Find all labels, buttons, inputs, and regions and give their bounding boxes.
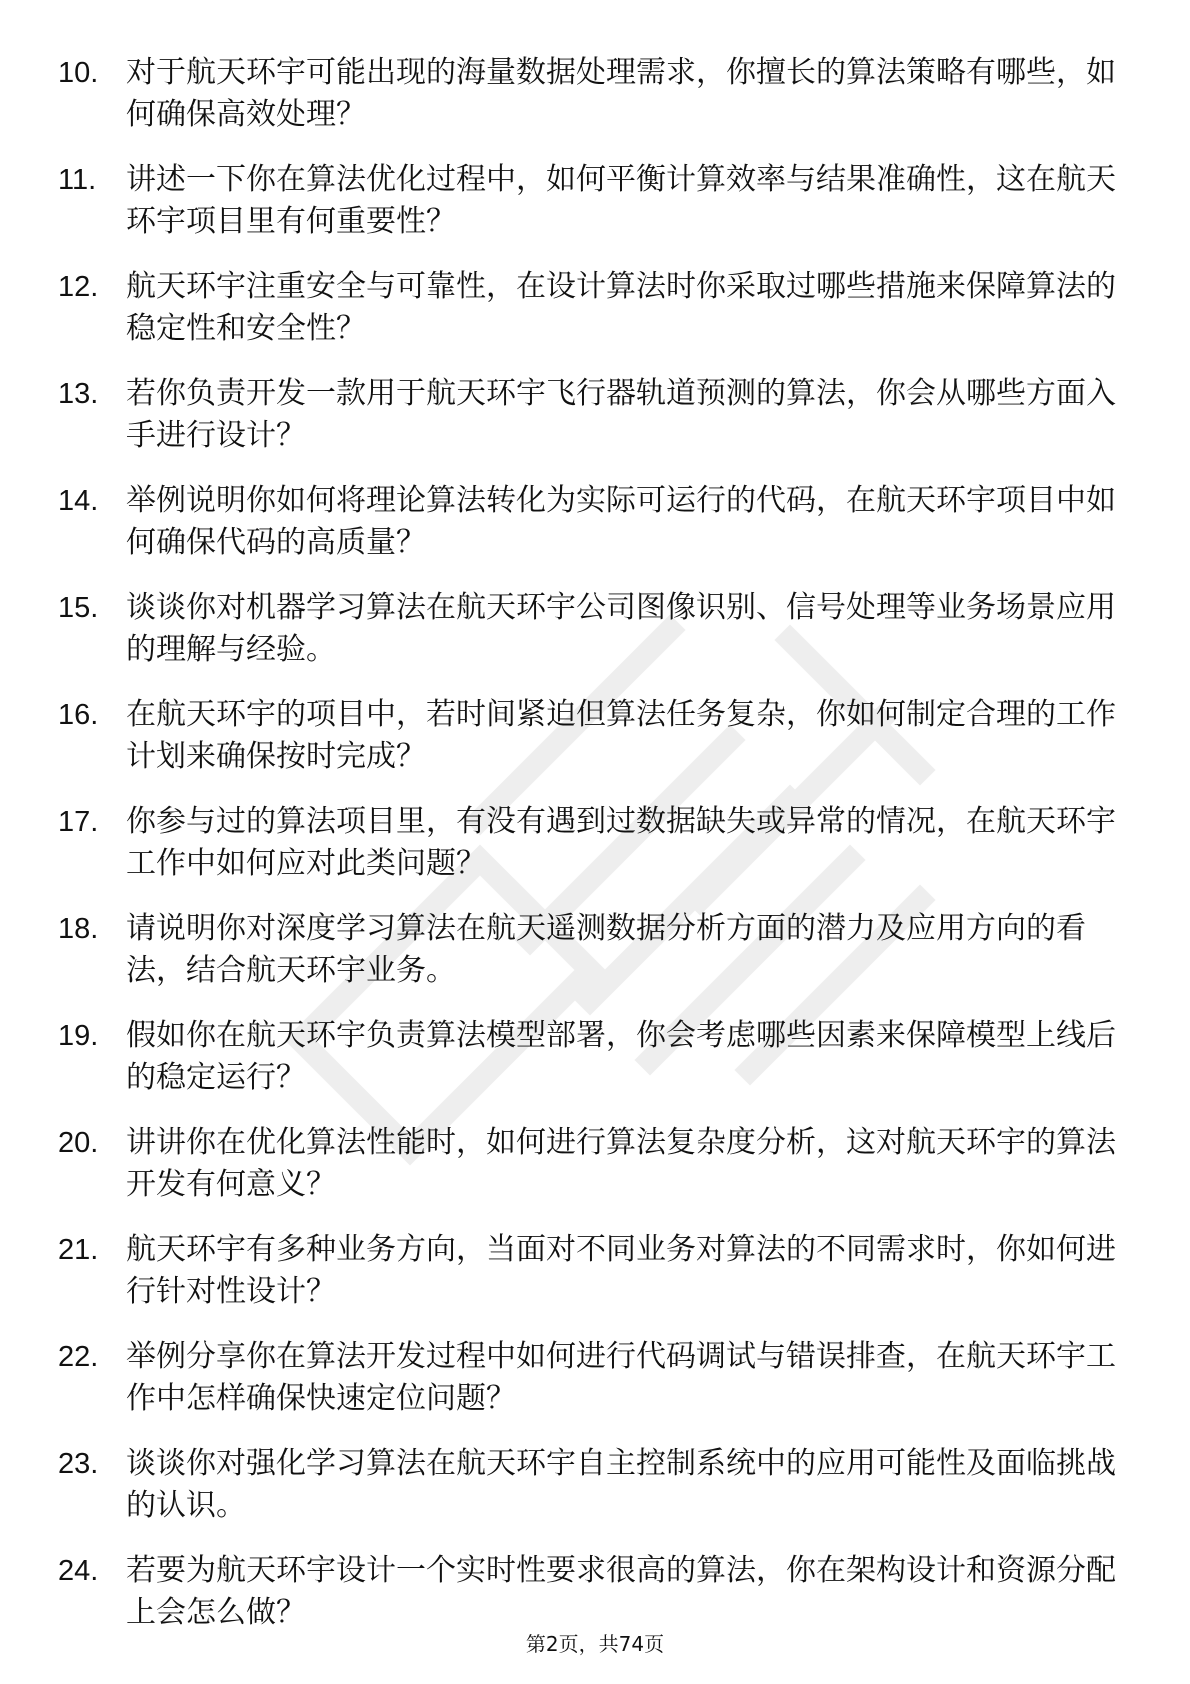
question-number: 14. bbox=[58, 485, 99, 517]
question-number: 20. bbox=[58, 1127, 99, 1159]
question-text: 讲述一下你在算法优化过程中，如何平衡计算效率与结果准确性，这在航天环宇项目里有何重要性？ bbox=[126, 162, 1116, 239]
page-number-label: 第2页，共74页 bbox=[525, 1632, 665, 1656]
question-text: 航天环宇有多种业务方向，当面对不同业务对算法的不同需求时，你如何进行针对性设计？ bbox=[126, 1232, 1116, 1309]
question-number: 11. bbox=[58, 164, 97, 196]
question-item bbox=[58, 373, 1138, 480]
question-text: 谈谈你对机器学习算法在航天环宇公司图像识别、信号处理等业务场景应用的理解与经验。 bbox=[126, 590, 1116, 667]
question-text: 举例分享你在算法开发过程中如何进行代码调试与错误排查，在航天环宇工作中怎样确保快速定位问题？ bbox=[126, 1339, 1116, 1416]
question-text: 若你负责开发一款用于航天环宇飞行器轨道预测的算法，你会从哪些方面入手进行设计？ bbox=[126, 376, 1116, 453]
question-item bbox=[58, 266, 1138, 373]
question-item bbox=[58, 159, 1138, 266]
question-number: 19. bbox=[58, 1020, 99, 1052]
question-item bbox=[58, 908, 1138, 1015]
question-item bbox=[58, 52, 1138, 159]
question-text: 假如你在航天环宇负责算法模型部署，你会考虑哪些因素来保障模型上线后的稳定运行？ bbox=[126, 1018, 1116, 1095]
question-list bbox=[58, 52, 1138, 1657]
question-text: 航天环宇注重安全与可靠性，在设计算法时你采取过哪些措施来保障算法的稳定性和安全性？ bbox=[126, 269, 1116, 346]
question-number: 17. bbox=[58, 806, 99, 838]
question-text: 谈谈你对强化学习算法在航天环宇自主控制系统中的应用可能性及面临挑战的认识。 bbox=[126, 1446, 1116, 1523]
question-item bbox=[58, 1015, 1138, 1122]
question-item bbox=[58, 1229, 1138, 1336]
question-number: 12. bbox=[58, 271, 99, 303]
question-number: 21. bbox=[58, 1234, 99, 1266]
question-number: 18. bbox=[58, 913, 99, 945]
question-item bbox=[58, 480, 1138, 587]
question-number: 10. bbox=[58, 57, 99, 89]
question-item bbox=[58, 694, 1138, 801]
question-number: 16. bbox=[58, 699, 99, 731]
question-text: 举例说明你如何将理论算法转化为实际可运行的代码，在航天环宇项目中如何确保代码的高质量？ bbox=[126, 483, 1116, 560]
question-text: 在航天环宇的项目中，若时间紧迫但算法任务复杂，你如何制定合理的工作计划来确保按时完成？ bbox=[126, 697, 1116, 774]
question-number: 22. bbox=[58, 1341, 99, 1373]
question-item bbox=[58, 1336, 1138, 1443]
question-item bbox=[58, 801, 1138, 908]
question-text: 请说明你对深度学习算法在航天遥测数据分析方面的潜力及应用方向的看法，结合航天环宇业务。 bbox=[126, 911, 1086, 988]
question-number: 24. bbox=[58, 1555, 99, 1587]
question-item bbox=[58, 1443, 1138, 1550]
question-item bbox=[58, 587, 1138, 694]
question-text: 若要为航天环宇设计一个实时性要求很高的算法，你在架构设计和资源分配上会怎么做？ bbox=[126, 1553, 1116, 1630]
question-number: 15. bbox=[58, 592, 99, 624]
question-number: 13. bbox=[58, 378, 99, 410]
question-text: 讲讲你在优化算法性能时，如何进行算法复杂度分析，这对航天环宇的算法开发有何意义？ bbox=[126, 1125, 1116, 1202]
question-number: 23. bbox=[58, 1448, 99, 1480]
question-text: 对于航天环宇可能出现的海量数据处理需求，你擅长的算法策略有哪些，如何确保高效处理？ bbox=[126, 55, 1116, 132]
question-text: 你参与过的算法项目里，有没有遇到过数据缺失或异常的情况，在航天环宇工作中如何应对此类问题？ bbox=[126, 804, 1116, 881]
page-footer bbox=[0, 1630, 1190, 1658]
question-item bbox=[58, 1122, 1138, 1229]
